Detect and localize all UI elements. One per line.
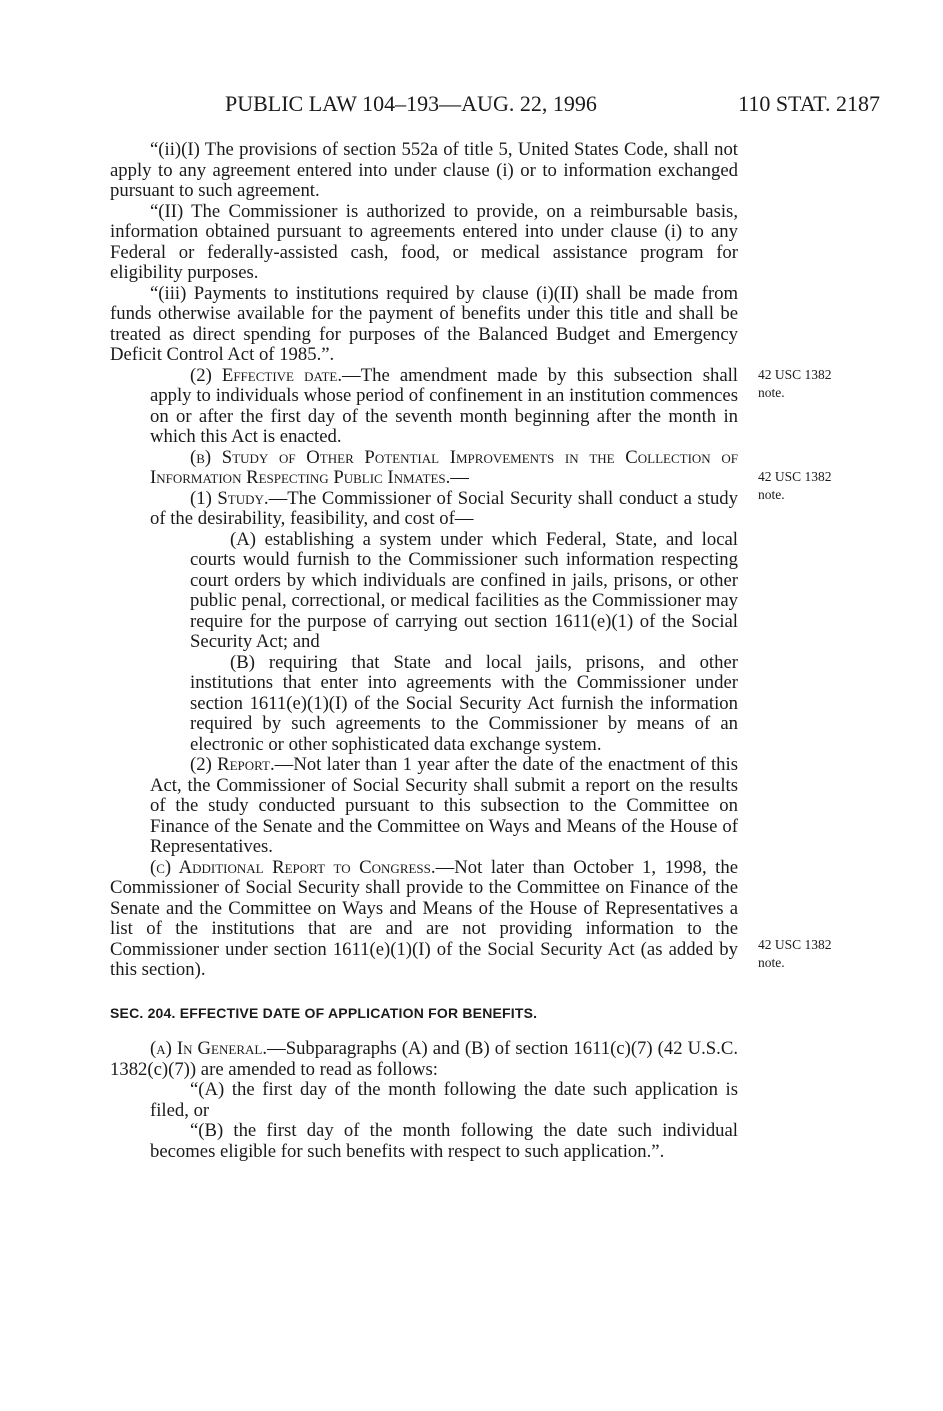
margin-note (758, 468, 868, 504)
running-head: PUBLIC LAW 104–193—AUG. 22, 1996 (225, 91, 597, 116)
section-heading: SEC. 204. EFFECTIVE DATE OF APPLICATION FOR BENEFITS. (110, 1004, 538, 1021)
paragraph-iii: “(iii) Payments to institutions required by clause (i)(II) shall be made from funds otherwise available for the payment of benefits under this title and shall be treated as direct spending for purposes of the Balanced Budget and Emergency Deficit Control Act of 1985.”. (110, 282, 738, 365)
paragraph-additional-report (110, 858, 738, 981)
additional-report-text: —Not later than October 1, 1998, the Commissioner of Social Security shall provide to the Committee on Finance of the Senate and the Committee on Ways and Means of the House of Representatives a list of the institutions that are and are not providing information to the Commissioner under section 1611(e)(1)(I) of the Social Security Act (as added by this section). (110, 856, 738, 980)
margin-note (758, 366, 868, 402)
in-general-text: —Subparagraphs (A) and (B) of section 1611(c)(7) (42 U.S.C. 1382(c)(7)) are amended to read as follows: (110, 1038, 738, 1080)
paragraph-ii-ii: “(II) The Commissioner is authorized to provide, on a reimbursable basis, information obtained pursuant to agreements entered into under clause (i) to any Federal or federally-assisted cash, food, or medical assistance program for eligibility purposes. (110, 200, 738, 283)
margin-note-label: note. (758, 385, 785, 400)
paragraph-in-general (110, 1039, 738, 1080)
body-text (110, 140, 738, 1162)
paragraph-amended-a: “(A) the first day of the month following the date such application is filed, or (150, 1079, 738, 1121)
paragraph-study-heading (150, 448, 738, 489)
additional-report-heading: (c) Additional Report to Congress. (150, 856, 436, 878)
study-text: —The Commissioner of Social Security shall conduct a study of the desirability, feasibility, and cost of— (150, 487, 738, 529)
study-heading: (1) Study. (190, 487, 269, 509)
in-general-heading: (a) In General. (150, 1038, 267, 1059)
margin-note-citation: 42 USC 1382 (758, 469, 832, 484)
paragraph-ii-i: “(ii)(I) The provisions of section 552a of title 5, United States Code, shall not apply to any agreement entered into under clause (i) or to information exchanged pursuant to such agreement. (110, 139, 738, 201)
margin-note-label: note. (758, 955, 785, 970)
paragraph-a-establishing: (A) establishing a system under which Federal, State, and local courts would furnish to the Commissioner such information respecting court orders by which individuals are confined in jails, prisons, or other public penal, correctional, or medical facilities as the Commissioner may require for the purpose of carrying out section 1611(e)(1) of the Social Security Act; and (190, 528, 738, 652)
statute-page-number: 110 STAT. 2187 (738, 91, 880, 116)
margin-note-citation: 42 USC 1382 (758, 937, 832, 952)
effective-date-text: —The amendment made by this subsection shall apply to individuals whose period of confinement in an institution commences on or after the first day of the seventh month beginning after the month in which this Act is enacted. (150, 364, 739, 447)
study-improvements-dash: — (450, 467, 469, 488)
paragraph-b-requiring: (B) requiring that State and local jails, prisons, and other institutions that enter into agreements with the Commissioner under section 1611(e)(1)(I) of the Social Security Act furnish the information required by such agreements to the Commissioner by means of an electronic or other sophisticated data exchange system. (190, 651, 738, 755)
running-header (225, 88, 880, 120)
margin-note-label: note. (758, 487, 785, 502)
paragraph-amended-b: “(B) the first day of the month following the date such individual becomes eligible for such benefits with respect to such application.”. (150, 1120, 738, 1162)
paragraph-report (150, 755, 738, 858)
paragraph-effective-date (150, 366, 738, 448)
margin-note (758, 936, 868, 972)
report-text: —Not later than 1 year after the date of the enactment of this Act, the Commissioner of Social Security shall submit a report on the results of the study conducted pursuant to this subsection to the Committee on Finance of the Senate and the Committee on Ways and Means of the House of Representatives. (150, 754, 738, 857)
study-improvements-heading: (b) Study of Other Potential Improvements in the Collection of Information Respecting Public Inmates. (150, 446, 738, 488)
effective-date-heading: (2) Effective date. (190, 364, 343, 386)
paragraph-study (150, 489, 738, 530)
report-heading: (2) Report. (190, 754, 275, 775)
margin-note-citation: 42 USC 1382 (758, 367, 832, 382)
